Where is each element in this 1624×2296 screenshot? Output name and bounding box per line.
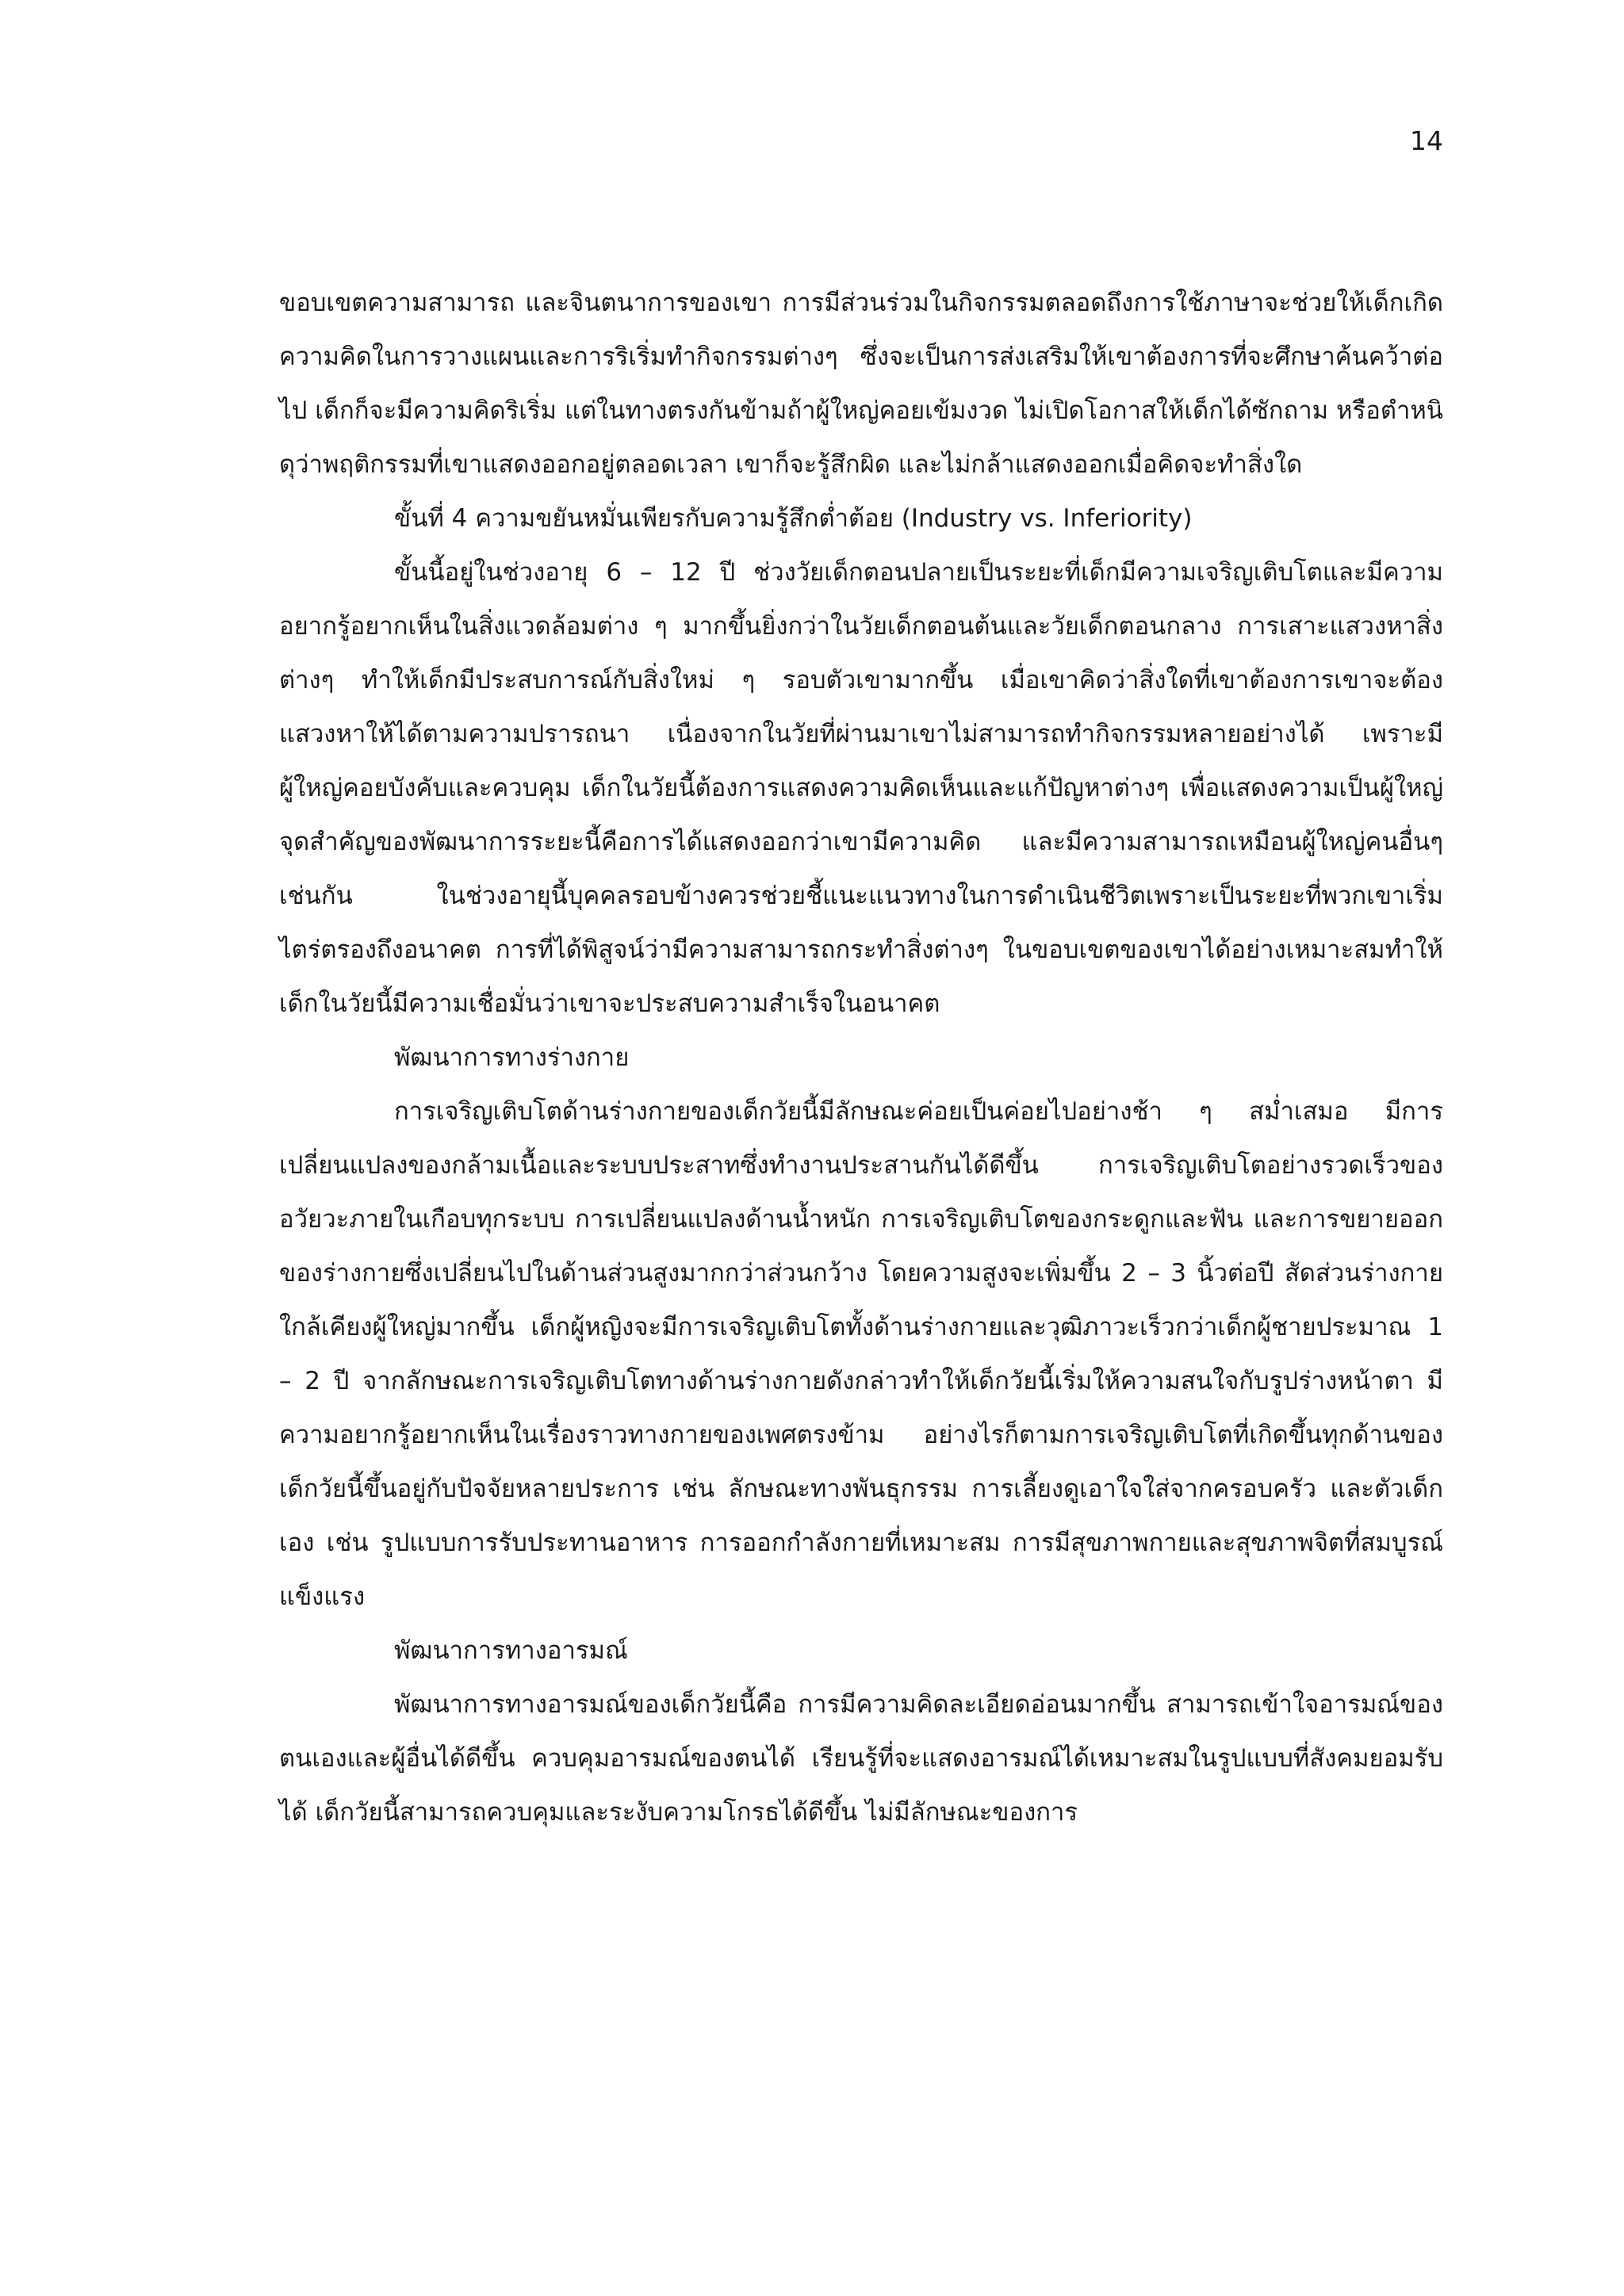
physical-development-heading: พัฒนาการทางร่างกาย (394, 1043, 630, 1072)
paragraph-emotional-development: พัฒนาการทางอารมณ์ของเด็กวัยนี้คือ การมีความคิดละเอียดอ่อนมากขึ้น สามารถเข้าใจอารมณ์ของตนเองและผู้อื่นได้ดีขึ้น ควบคุมอารมณ์ของตนได้ เรียนรู้ที่จะแสดงอารมณ์ได้เหมาะสมในรูปแบบที่สังคมยอมรับได้ เด็กวัยนี้สามารถควบคุมและระงับความโกรธได้ดีขึ้น ไม่มีลักษณะของการ (279, 1690, 1443, 1827)
paragraph-continuation: ขอบเขตความสามารถ และจินตนาการของเขา การมีส่วนร่วมในกิจกรรมตลอดถึงการใช้ภาษาจะช่วยให้เด็กเกิดความคิดในการวางแผนและการริเริ่มทำกิจกรรมต่างๆ ซึ่งจะเป็นการส่งเสริมให้เขาต้องการที่จะศึกษาค้นคว้าต่อไป เด็กก็จะมีความคิดริเริ่ม แต่ในทางตรงกันข้ามถ้าผู้ใหญ่คอยเข้มงวด ไม่เปิดโอกาสให้เด็กได้ซักถาม หรือตำหนิดุว่าพฤติกรรมที่เขาแสดงออกอยู่ตลอดเวลา เขาก็จะรู้สึกผิด และไม่กล้าแสดงออกเมื่อคิดจะทำสิ่งใด (279, 289, 1443, 479)
paragraph-physical-development: การเจริญเติบโตด้านร่างกายของเด็กวัยนี้มีลักษณะค่อยเป็นค่อยไปอย่างช้า ๆ สม่ำเสมอ มีการเปลี่ยนแปลงของกล้ามเนื้อและระบบประสาทซึ่งทำงานประสานกันได้ดีขึ้น การเจริญเติบโตอย่างรวดเร็วของอวัยวะภายในเกือบทุกระบบ การเปลี่ยนแปลงด้านน้ำหนัก การเจริญเติบโตของกระดูกและฟัน และการขยายออกของร่างกายซึ่งเปลี่ยนไปในด้านส่วนสูงมากกว่าส่วนกว้าง โดยความสูงจะเพิ่มขึ้น 2 – 3 นิ้วต่อปี สัดส่วนร่างกายใกล้เคียงผู้ใหญ่มากขึ้น เด็กผู้หญิงจะมีการเจริญเติบโตทั้งด้านร่างกายและวุฒิภาวะเร็วกว่าเด็กผู้ชายประมาณ 1 – 2 ปี จากลักษณะการเจริญเติบโตทางด้านร่างกายดังกล่าวทำให้เด็กวัยนี้เริ่มให้ความสนใจกับรูปร่างหน้าตา มีความอยากรู้อยากเห็นในเรื่องราวทางกายของเพศตรงข้าม อย่างไรก็ตามการเจริญเติบโตที่เกิดขึ้นทุกด้านของเด็กวัยนี้ขึ้นอยู่กับปัจจัยหลายประการ เช่น ลักษณะทางพันธุกรรม การเลี้ยงดูเอาใจใส่จากครอบครัว และตัวเด็กเอง เช่น รูปแบบการรับประทานอาหาร การออกกำลังกายที่เหมาะสม การมีสุขภาพกายและสุขภาพจิตที่สมบูรณ์แข็งแรง (279, 1097, 1443, 1611)
paragraph-stage-4: ขั้นนี้อยู่ในช่วงอายุ 6 – 12 ปี ช่วงวัยเด็กตอนปลายเป็นระยะที่เด็กมีความเจริญเติบโตและมีความอยากรู้อยากเห็นในสิ่งแวดล้อมต่าง ๆ มากขึ้นยิ่งกว่าในวัยเด็กตอนต้นและวัยเด็กตอนกลาง การเสาะแสวงหาสิ่งต่างๆ ทำให้เด็กมีประสบการณ์กับสิ่งใหม่ ๆ รอบตัวเขามากขึ้น เมื่อเขาคิดว่าสิ่งใดที่เขาต้องการเขาจะต้องแสวงหาให้ได้ตามความปรารถนา เนื่องจากในวัยที่ผ่านมาเขาไม่สามารถทำกิจกรรมหลายอย่างได้ เพราะมีผู้ใหญ่คอยบังคับและควบคุม เด็กในวัยนี้ต้องการแสดงความคิดเห็นและแก้ปัญหาต่างๆ เพื่อแสดงความเป็นผู้ใหญ่ จุดสำคัญของพัฒนาการระยะนี้คือการได้แสดงออกว่าเขามีความคิด และมีความสามารถเหมือนผู้ใหญ่คนอื่นๆเช่นกัน ในช่วงอายุนี้บุคคลรอบข้างควรช่วยชี้แนะแนวทางในการดำเนินชีวิตเพราะเป็นระยะที่พวกเขาเริ่มไตร่ตรองถึงอนาคต การที่ได้พิสูจน์ว่ามีความสามารถกระทำสิ่งต่างๆ ในขอบเขตของเขาได้อย่างเหมาะสมทำให้เด็กในวัยนี้มีความเชื่อมั่นว่าเขาจะประสบความสำเร็จในอนาคต (279, 558, 1443, 1018)
stage-4-heading: ขั้นที่ 4 ความขยันหมั่นเพียรกับความรู้สึกต่ำต้อย (Industry vs. Inferiority) (394, 504, 1193, 533)
document-body (279, 276, 1443, 1839)
page-number: 14 (1410, 125, 1443, 156)
emotional-development-heading: พัฒนาการทางอารมณ์ (394, 1636, 628, 1665)
